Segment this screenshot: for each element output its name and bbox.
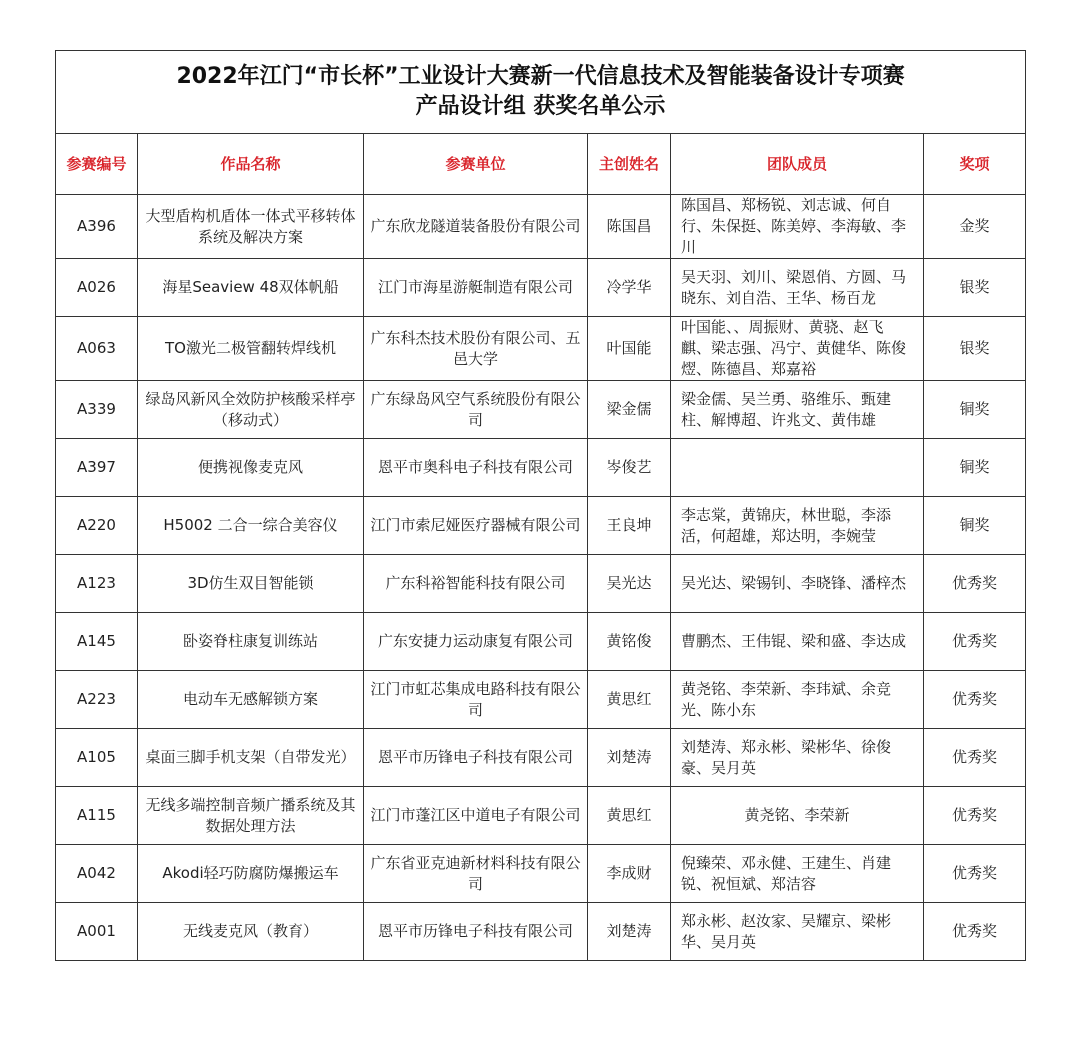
award-cell: 优秀奖 [924,845,1026,903]
title-line-2: 产品设计组 获奖名单公示 [415,94,666,119]
entry-id-cell: A105 [56,729,138,787]
team-members-cell: 吴光达、梁锡钊、李晓锋、潘梓杰 [671,555,924,613]
team-members-cell: 叶国能、、周振财、黄骁、赵飞麒、梁志强、冯宁、黄健华、陈俊熤、陈德昌、郑嘉裕 [671,317,924,381]
table-row [56,613,1026,671]
table-row [56,497,1026,555]
table-row [56,381,1026,439]
lead-name-cell: 王良坤 [588,497,671,555]
lead-name-cell: 黄思红 [588,787,671,845]
entry-id-cell: A396 [56,195,138,259]
team-members-cell: 刘楚涛、郑永彬、梁彬华、徐俊豪、吴月英 [671,729,924,787]
lead-name-cell: 黄铭俊 [588,613,671,671]
unit-cell: 广东省亚克迪新材料科技有限公司 [364,845,588,903]
title-line-1: 2022年江门“市长杯”工业设计大赛新一代信息技术及智能装备设计专项赛 [176,64,905,89]
table-row [56,439,1026,497]
table-row [56,787,1026,845]
header-award: 奖项 [924,134,1026,195]
lead-name-cell: 刘楚涛 [588,729,671,787]
table-row [56,317,1026,381]
work-name-cell: 便携视像麦克风 [138,439,364,497]
team-members-cell [671,439,924,497]
team-members-cell: 梁金儒、吴兰勇、骆维乐、甄建柱、解博超、许兆文、黄伟雄 [671,381,924,439]
award-cell: 优秀奖 [924,787,1026,845]
lead-name-cell: 冷学华 [588,259,671,317]
entry-id-cell: A042 [56,845,138,903]
award-cell: 铜奖 [924,497,1026,555]
entry-id-cell: A339 [56,381,138,439]
award-cell: 金奖 [924,195,1026,259]
header-work-name: 作品名称 [138,134,364,195]
team-members-cell: 吴天羽、刘川、梁恩俏、方圆、马晓东、刘自浩、王华、杨百龙 [671,259,924,317]
award-cell: 优秀奖 [924,903,1026,961]
work-name-cell: 海星Seaview 48双体帆船 [138,259,364,317]
team-members-cell: 曹鹏杰、王伟锟、梁和盛、李达成 [671,613,924,671]
team-members-cell: 黄尧铭、李荣新、李玮斌、余竞光、陈小东 [671,671,924,729]
work-name-cell: 桌面三脚手机支架（自带发光） [138,729,364,787]
award-list-sheet [55,50,1025,961]
team-members-cell: 陈国昌、郑杨锐、刘志诚、何自行、朱保挺、陈美婷、李海敏、李川 [671,195,924,259]
header-row [56,134,1026,195]
work-name-cell: 无线多端控制音频广播系统及其数据处理方法 [138,787,364,845]
lead-name-cell: 岑俊艺 [588,439,671,497]
lead-name-cell: 吴光达 [588,555,671,613]
unit-cell: 广东安捷力运动康复有限公司 [364,613,588,671]
unit-cell: 广东绿岛风空气系统股份有限公司 [364,381,588,439]
work-name-cell: 3D仿生双目智能锁 [138,555,364,613]
table-row [56,195,1026,259]
award-cell: 铜奖 [924,381,1026,439]
work-name-cell: 绿岛风新风全效防护核酸采样亭（移动式） [138,381,364,439]
entry-id-cell: A223 [56,671,138,729]
award-cell: 银奖 [924,259,1026,317]
award-cell: 优秀奖 [924,671,1026,729]
table-row [56,903,1026,961]
table-row [56,845,1026,903]
team-members-cell: 倪臻荣、邓永健、王建生、肖建锐、祝恒斌、郑洁容 [671,845,924,903]
title-row [56,51,1026,134]
header-lead-name: 主创姓名 [588,134,671,195]
lead-name-cell: 陈国昌 [588,195,671,259]
unit-cell: 恩平市历锋电子科技有限公司 [364,903,588,961]
work-name-cell: Akodi轻巧防腐防爆搬运车 [138,845,364,903]
lead-name-cell: 黄思红 [588,671,671,729]
work-name-cell: H5002 二合一综合美容仪 [138,497,364,555]
unit-cell: 广东科杰技术股份有限公司、五邑大学 [364,317,588,381]
award-cell: 优秀奖 [924,729,1026,787]
unit-cell: 广东欣龙隧道装备股份有限公司 [364,195,588,259]
page-title [56,51,1026,134]
award-cell: 优秀奖 [924,613,1026,671]
award-cell: 银奖 [924,317,1026,381]
unit-cell: 江门市索尼娅医疗器械有限公司 [364,497,588,555]
unit-cell: 广东科裕智能科技有限公司 [364,555,588,613]
team-members-cell: 郑永彬、赵汝家、吴耀京、梁彬华、吴月英 [671,903,924,961]
work-name-cell: 大型盾构机盾体一体式平移转体系统及解决方案 [138,195,364,259]
work-name-cell: TO激光二极管翻转焊线机 [138,317,364,381]
table-row [56,555,1026,613]
award-cell: 铜奖 [924,439,1026,497]
entry-id-cell: A123 [56,555,138,613]
header-entry-id: 参赛编号 [56,134,138,195]
entry-id-cell: A001 [56,903,138,961]
lead-name-cell: 叶国能 [588,317,671,381]
team-members-cell: 李志棠，黄锦庆，林世聪，李添活，何超雄，郑达明，李婉莹 [671,497,924,555]
entry-id-cell: A220 [56,497,138,555]
entry-id-cell: A397 [56,439,138,497]
entry-id-cell: A145 [56,613,138,671]
lead-name-cell: 刘楚涛 [588,903,671,961]
work-name-cell: 无线麦克风（教育） [138,903,364,961]
lead-name-cell: 李成财 [588,845,671,903]
work-name-cell: 电动车无感解锁方案 [138,671,364,729]
entry-id-cell: A026 [56,259,138,317]
award-cell: 优秀奖 [924,555,1026,613]
header-team-members: 团队成员 [671,134,924,195]
lead-name-cell: 梁金儒 [588,381,671,439]
table-body [56,195,1026,961]
table-row [56,671,1026,729]
work-name-cell: 卧姿脊柱康复训练站 [138,613,364,671]
award-table [55,50,1026,961]
unit-cell: 江门市海星游艇制造有限公司 [364,259,588,317]
unit-cell: 恩平市历锋电子科技有限公司 [364,729,588,787]
unit-cell: 恩平市奥科电子科技有限公司 [364,439,588,497]
team-members-cell: 黄尧铭、李荣新 [671,787,924,845]
header-unit: 参赛单位 [364,134,588,195]
entry-id-cell: A063 [56,317,138,381]
unit-cell: 江门市虹芯集成电路科技有限公司 [364,671,588,729]
unit-cell: 江门市蓬江区中道电子有限公司 [364,787,588,845]
table-row [56,259,1026,317]
table-row [56,729,1026,787]
entry-id-cell: A115 [56,787,138,845]
